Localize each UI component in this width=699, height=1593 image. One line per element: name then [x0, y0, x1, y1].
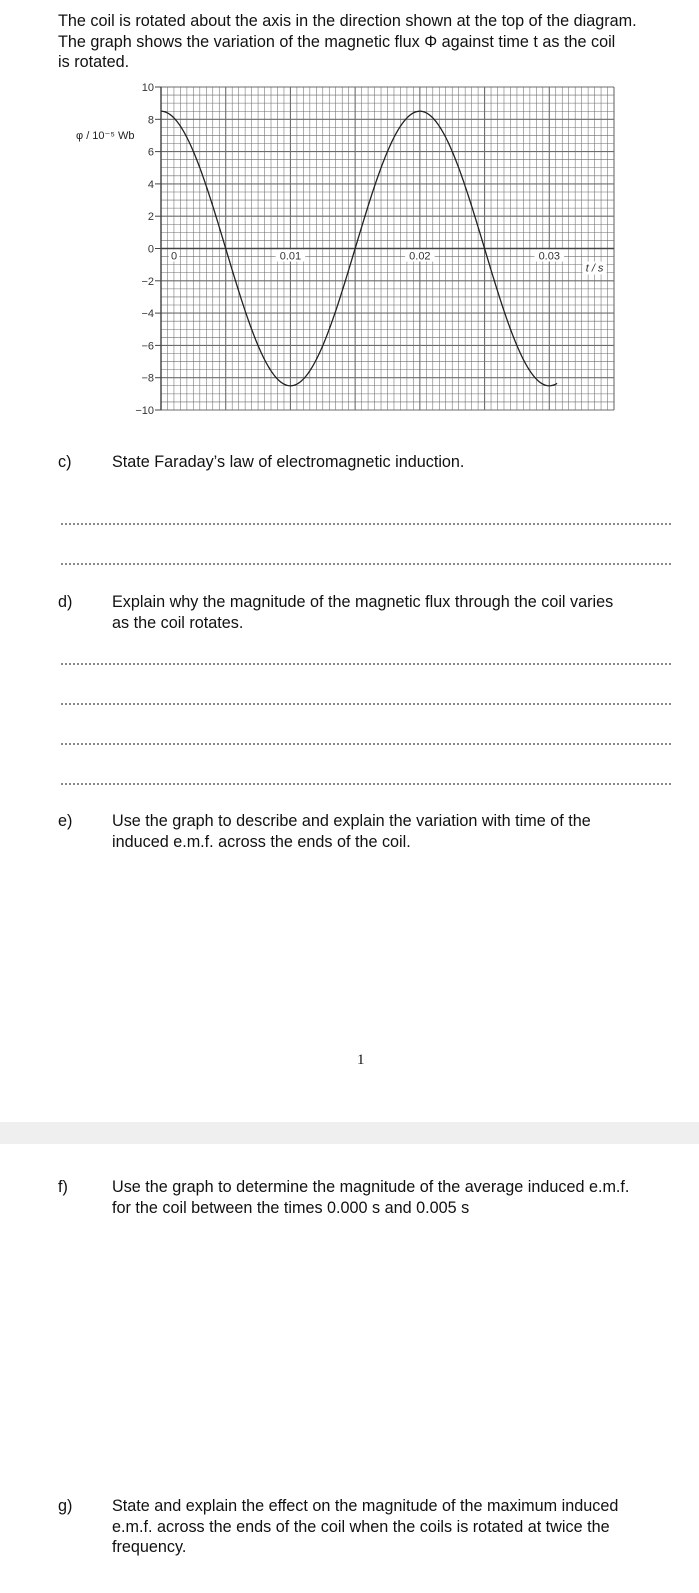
page-break — [0, 1122, 699, 1144]
graph-grid — [161, 87, 614, 410]
question-g-line-2: e.m.f. across the ends of the coil when the coils is rotated at twice the — [112, 1517, 610, 1536]
question-e-letter: e) — [58, 812, 73, 830]
y-tick-label: 8 — [147, 114, 154, 127]
question-e-line-1: Use the graph to describe and explain the variation with time of the — [112, 812, 591, 830]
y-tick-label: 6 — [147, 146, 154, 159]
y-tick-label: 4 — [147, 178, 154, 191]
intro-line-2: The graph shows the variation of the magnetic flux Φ against time t as the coil — [58, 32, 616, 51]
question-g-text — [112, 1496, 692, 1558]
y-tick-label: −10 — [135, 405, 154, 417]
x-tick-label: 0.01 — [279, 250, 302, 263]
answer-line-d-1[interactable] — [60, 662, 672, 666]
y-axis-label: φ / 10⁻⁵ Wb — [76, 130, 135, 142]
question-g-line-1: State and explain the effect on the magnitude of the maximum induced — [112, 1497, 619, 1515]
question-c-line-1: State Faraday’s law of electromagnetic induction. — [112, 453, 465, 471]
graph-tick-labels — [135, 82, 606, 417]
worksheet-page-2 — [0, 1144, 699, 1593]
y-tick-label: 2 — [147, 211, 154, 224]
question-f-letter: f) — [58, 1178, 68, 1196]
question-e-line-2: induced e.m.f. across the ends of the coil. — [112, 832, 411, 851]
intro-line-1: The coil is rotated about the axis in the direction shown at the top of the diagram. — [58, 12, 637, 30]
question-c-text — [112, 452, 692, 473]
y-tick-label: −8 — [141, 372, 154, 385]
question-e-text — [112, 811, 692, 852]
x-tick-label: 0.03 — [538, 250, 560, 263]
y-tick-label: −6 — [141, 340, 154, 353]
answer-line-d-4[interactable] — [60, 782, 672, 786]
question-d-line-1: Explain why the magnitude of the magnetic flux through the coil varies — [112, 593, 614, 611]
answer-line-d-3[interactable] — [60, 742, 672, 746]
question-d-text — [112, 592, 692, 633]
intro-line-3: is rotated. — [58, 53, 130, 71]
question-g-letter: g) — [58, 1497, 73, 1515]
y-tick-label: 0 — [147, 243, 154, 256]
x-tick-label: 0 — [170, 250, 178, 263]
question-g-line-3: frequency. — [112, 1538, 187, 1556]
answer-line-c-2[interactable] — [60, 562, 672, 566]
answer-line-c-1[interactable] — [60, 522, 672, 526]
question-f-text — [112, 1177, 692, 1218]
question-f-line-1: Use the graph to determine the magnitude of the average induced e.m.f. — [112, 1178, 630, 1196]
y-tick-label: 10 — [141, 82, 154, 94]
question-d-line-2: as the coil rotates. — [112, 613, 244, 632]
x-axis-label: t / s — [585, 262, 604, 275]
x-tick-label: 0.02 — [409, 250, 431, 263]
page-number: 1 — [357, 1052, 365, 1068]
question-f-line-2: for the coil between the times 0.000 s and 0.005 s — [112, 1198, 470, 1217]
y-tick-label: −4 — [141, 308, 154, 321]
question-d-letter: d) — [58, 593, 73, 611]
question-c-letter: c) — [58, 453, 72, 471]
flux-time-graph — [0, 0, 699, 430]
y-tick-label: −2 — [141, 275, 154, 288]
answer-line-d-2[interactable] — [60, 702, 672, 706]
